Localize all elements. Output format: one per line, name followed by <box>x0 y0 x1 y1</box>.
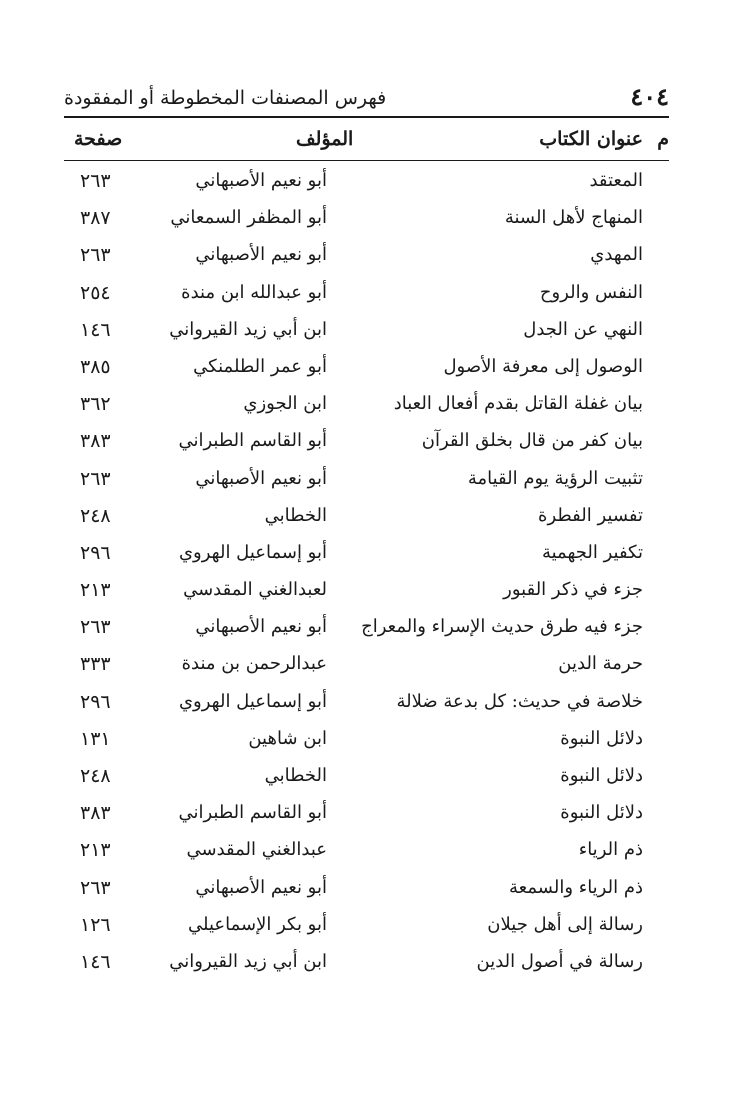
table-row <box>64 906 669 943</box>
book-author: أبو نعيم الأصبهاني <box>195 876 327 898</box>
book-author: أبو القاسم الطبراني <box>178 430 327 452</box>
book-title: المهدي <box>590 244 643 266</box>
table-row <box>64 571 669 608</box>
table-row <box>64 683 669 720</box>
book-title: دلائل النبوة <box>560 765 643 786</box>
book-author: أبو نعيم الأصبهاني <box>195 616 327 638</box>
book-title: المنهاج لأهل السنة <box>504 207 643 229</box>
table-header <box>64 124 669 158</box>
page-reference: ٣٨٣ <box>80 430 111 453</box>
page-reference: ٣٨٣ <box>80 802 111 825</box>
page-reference: ٢٩٦ <box>80 541 111 564</box>
book-title: دلائل النبوة <box>560 727 643 749</box>
page-reference: ٢٦٣ <box>80 170 111 192</box>
book-title: النهي عن الجدل <box>523 318 643 340</box>
table-body <box>64 162 669 980</box>
table-row <box>64 608 669 645</box>
table-row <box>64 162 669 199</box>
page-reference: ١٣١ <box>80 727 111 750</box>
book-author: الخطابي <box>264 504 327 526</box>
book-author: أبو نعيم الأصبهاني <box>195 170 327 191</box>
page-reference: ١٤٦ <box>80 950 111 973</box>
book-title: جزء في ذكر القبور <box>503 579 643 601</box>
page-reference: ٢٤٨ <box>80 504 111 527</box>
book-author: أبو إسماعيل الهروي <box>178 690 327 712</box>
book-title: رسالة في أصول الدين <box>476 950 643 972</box>
book-title: دلائل النبوة <box>560 802 643 824</box>
book-author: أبو عمر الطلمنكي <box>193 355 327 377</box>
book-title: المعتقد <box>589 170 643 191</box>
page-reference: ١٤٦ <box>80 318 111 341</box>
book-author: أبو نعيم الأصبهاني <box>195 467 327 489</box>
column-header-author: المؤلف <box>296 128 354 150</box>
table-row <box>64 274 669 311</box>
page-number: ٤٠٤ <box>630 82 669 111</box>
book-title: تفسير الفطرة <box>538 504 643 526</box>
book-author: عبدالغني المقدسي <box>186 839 327 861</box>
page-reference: ١٢٦ <box>80 913 111 936</box>
book-title: الوصول إلى معرفة الأصول <box>443 355 643 377</box>
section-title: فهرس المصنفات المخطوطة أو المفقودة <box>64 87 387 109</box>
book-author: ابن الجوزي <box>243 393 327 415</box>
book-title: النفس والروح <box>539 281 643 303</box>
page-reference: ٢١٣ <box>80 579 111 602</box>
table-row <box>64 794 669 831</box>
table-row <box>64 720 669 757</box>
book-author: لعبدالغني المقدسي <box>183 579 327 601</box>
book-title: ذم الرياء <box>578 839 643 861</box>
book-title: خلاصة في حديث: كل بدعة ضلالة <box>396 690 643 712</box>
book-author: أبو إسماعيل الهروي <box>178 541 327 563</box>
page-reference: ٢٦٣ <box>80 467 111 490</box>
book-author: أبو بكر الإسماعيلي <box>187 913 327 935</box>
book-author: أبو القاسم الطبراني <box>178 802 327 824</box>
book-title: تثبيت الرؤية يوم القيامة <box>467 467 643 489</box>
table-row <box>64 831 669 868</box>
table-row <box>64 497 669 534</box>
book-title: جزء فيه طرق حديث الإسراء والمعراج <box>361 616 643 638</box>
table-row <box>64 757 669 794</box>
table-row <box>64 199 669 236</box>
page-reference: ٢٤٨ <box>80 765 111 787</box>
page-reference: ٣٣٣ <box>80 653 111 676</box>
page-reference: ٢٥٤ <box>80 281 111 304</box>
column-header-title: عنوان الكتاب <box>539 128 643 150</box>
book-title: تكفير الجهمية <box>541 541 643 563</box>
table-row <box>64 385 669 422</box>
table-row <box>64 869 669 906</box>
page-reference: ٢١٣ <box>80 839 111 862</box>
table-row <box>64 460 669 497</box>
table-row <box>64 348 669 385</box>
page-reference: ٣٨٧ <box>80 207 111 230</box>
book-author: أبو نعيم الأصبهاني <box>195 244 327 266</box>
book-title: رسالة إلى أهل جيلان <box>487 913 643 935</box>
book-author: ابن أبي زيد القيرواني <box>169 950 327 972</box>
table-row <box>64 422 669 459</box>
table-row <box>64 236 669 273</box>
column-header-page: صفحة <box>74 128 123 150</box>
book-author: ابن شاهين <box>248 727 327 749</box>
book-title: حرمة الدين <box>558 653 643 675</box>
page-reference: ٢٦٣ <box>80 876 111 899</box>
running-head <box>64 82 669 116</box>
header-rule <box>64 116 669 118</box>
table-row <box>64 534 669 571</box>
book-title: ذم الرياء والسمعة <box>509 876 643 898</box>
table-row <box>64 943 669 980</box>
book-author: أبو المظفر السمعاني <box>170 207 327 229</box>
page-reference: ٣٦٢ <box>80 393 111 416</box>
page-reference: ٣٨٥ <box>80 355 111 378</box>
book-title: بيان كفر من قال بخلق القرآن <box>421 430 643 452</box>
page-reference: ٢٦٣ <box>80 244 111 267</box>
page-reference: ٢٩٦ <box>80 690 111 713</box>
table-row <box>64 645 669 682</box>
table-row <box>64 311 669 348</box>
book-author: أبو عبدالله ابن مندة <box>181 281 327 303</box>
book-author: عبدالرحمن بن مندة <box>181 653 327 675</box>
column-header-rule <box>64 160 669 161</box>
book-title: بيان غفلة القاتل بقدم أفعال العباد <box>393 393 643 415</box>
book-author: ابن أبي زيد القيرواني <box>169 318 327 340</box>
page-reference: ٢٦٣ <box>80 616 111 639</box>
column-header-number: م <box>657 128 669 150</box>
book-author: الخطابي <box>264 765 327 786</box>
